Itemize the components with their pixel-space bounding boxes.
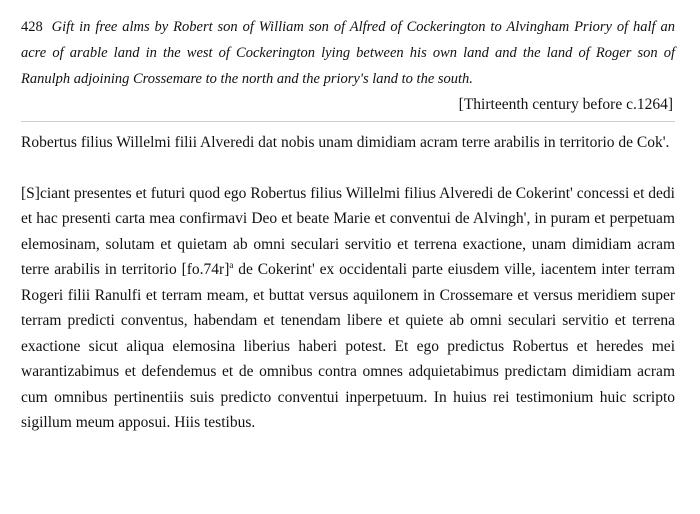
charter-description: Gift in free alms by Robert son of William son of Alfred of Cockerington to Alvingham Priory of half an acre of arable land in the west of Cockerington lying between his own land and the land of Roger son of Ranulph adjoining Crossemare to the north and the priory's land to the south. [21,19,676,87]
divider [21,121,675,122]
charter-text-part-2: de Cokerint' ex occidentali parte eiusdem ville, iacentem inter terram Rogeri filii Ranulfi et terram meam, et buttat versus aquilonem in Crossemare et versus meridiem super terram predicti conventus, habendam et tenendam libere et quiete ab omni seculari servitio et terrena exactione sicut aliqua elemosina liberius haberi potest. Et ego predictus Robertus et heredes mei warantizabimus et defendemus et de omnibus contra omnes adquietabimus predictam dimidiam acram cum omnibus pertinentiis suis predicto conventui inperpetuum. In huius rei testimonium huic scripto sigillum meum apposui. Hiis testibus. [21,261,676,431]
folio-reference: [fo.74r] [181,261,230,278]
charter-number: 428 [21,19,43,35]
charter-text-part-1: [S]ciant presentes et futuri quod ego Robertus filius Willelmi filius Alveredi de Cokerint' concessi et dedi et hac presenti carta mea confirmavi Deo et beate Marie et conventui de Alvingh', in puram et perpetuam elemosinam, solutam et quietam ab omni seculari servitio et terrena exactione, unam dimidiam acram terre arabilis in territorio [21,184,675,278]
date-note: [Thirteenth century before c.1264] [458,96,673,113]
footnote-marker[interactable]: a [229,259,234,270]
charter-page [21,14,675,436]
charter-text [21,181,675,436]
charter-heading [21,14,675,92]
latin-summary: Robertus filius Willelmi filii Alveredi dat nobis unam dimidiam acram terre arabilis in territorio de Cok'. [21,134,670,151]
